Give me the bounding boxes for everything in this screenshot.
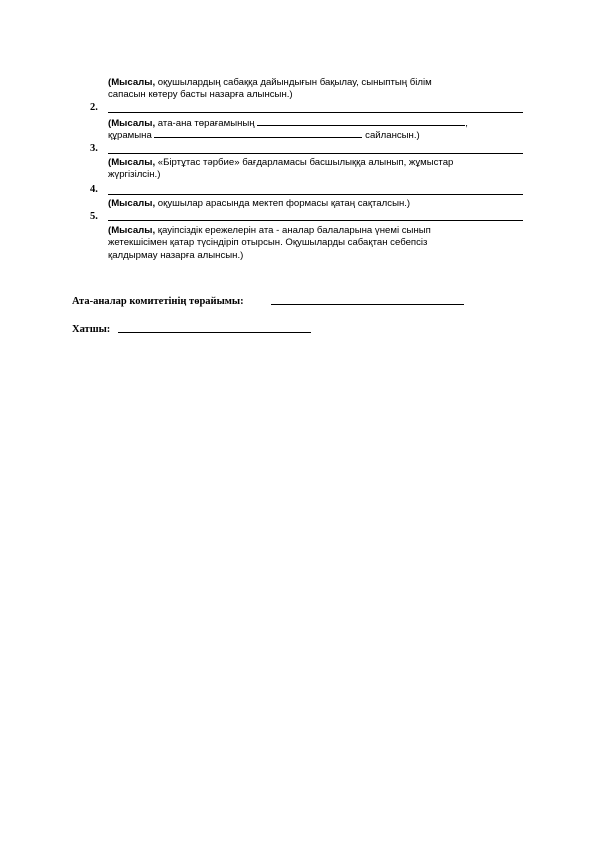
item4-line1 [108, 197, 410, 210]
item3-text-1: «Біртұтас тәрбие» бағдарламасы басшылыққа алынып, жұмыстар [157, 157, 454, 168]
item3-number: 3. [90, 143, 98, 154]
secretary-label: Хатшы: [72, 324, 111, 335]
item2-text-3: сайлансын.) [365, 130, 420, 141]
item2-line2 [108, 128, 420, 142]
item4-text-1: оқушылар арасында мектеп формасы қатаң сақталсын.) [157, 198, 411, 209]
item5-line2 [108, 236, 427, 249]
item2-blank-2[interactable] [154, 128, 362, 138]
item1-line2 [108, 88, 293, 101]
item3-line2 [108, 168, 160, 181]
item2-text-2: құрамына [108, 130, 152, 141]
item3-answer-line[interactable] [108, 153, 523, 154]
item5-text-2: жетекшісімен қатар түсіндіріп отырсын. Оқушыларды сабақтан себепсіз [108, 237, 428, 248]
example-label: (Мысалы, [108, 157, 156, 168]
item2-number: 2. [90, 102, 98, 113]
item5-answer-line[interactable] [108, 220, 523, 221]
item4-answer-line[interactable] [108, 194, 523, 195]
item5-text-1: қауіпсіздік ережелерін ата - аналар балаларына үнемі сынып [157, 225, 431, 236]
chair-label: Ата-аналар комитетінің төрайымы: [72, 296, 244, 307]
example-label: (Мысалы, [108, 198, 156, 209]
chair-signature-line[interactable] [271, 304, 464, 305]
example-label: (Мысалы, [108, 225, 156, 236]
chair-signature-row [72, 295, 244, 308]
item2-blank-1[interactable] [257, 116, 465, 126]
item2-comma: , [465, 118, 468, 129]
item2-answer-line[interactable] [108, 112, 523, 113]
secretary-signature-line[interactable] [118, 332, 311, 333]
secretary-signature-row [72, 323, 110, 336]
item3-text-2: жүргізілсін.) [108, 169, 161, 180]
example-label: (Мысалы, [108, 118, 156, 129]
item1-text-1: оқушылардың сабаққа дайындығын бақылау, сыныптың білім [157, 77, 432, 88]
example-label: (Мысалы, [108, 77, 156, 88]
item5-line3 [108, 249, 243, 262]
item5-text-3: қалдырмау назарға алынсын.) [108, 250, 244, 261]
item1-text-2: сапасын көтеру басты назарға алынсын.) [108, 89, 293, 100]
item2-text-1: ата-ана төрағамының [157, 118, 255, 129]
item4-number: 4. [90, 184, 98, 195]
item5-number: 5. [90, 211, 98, 222]
